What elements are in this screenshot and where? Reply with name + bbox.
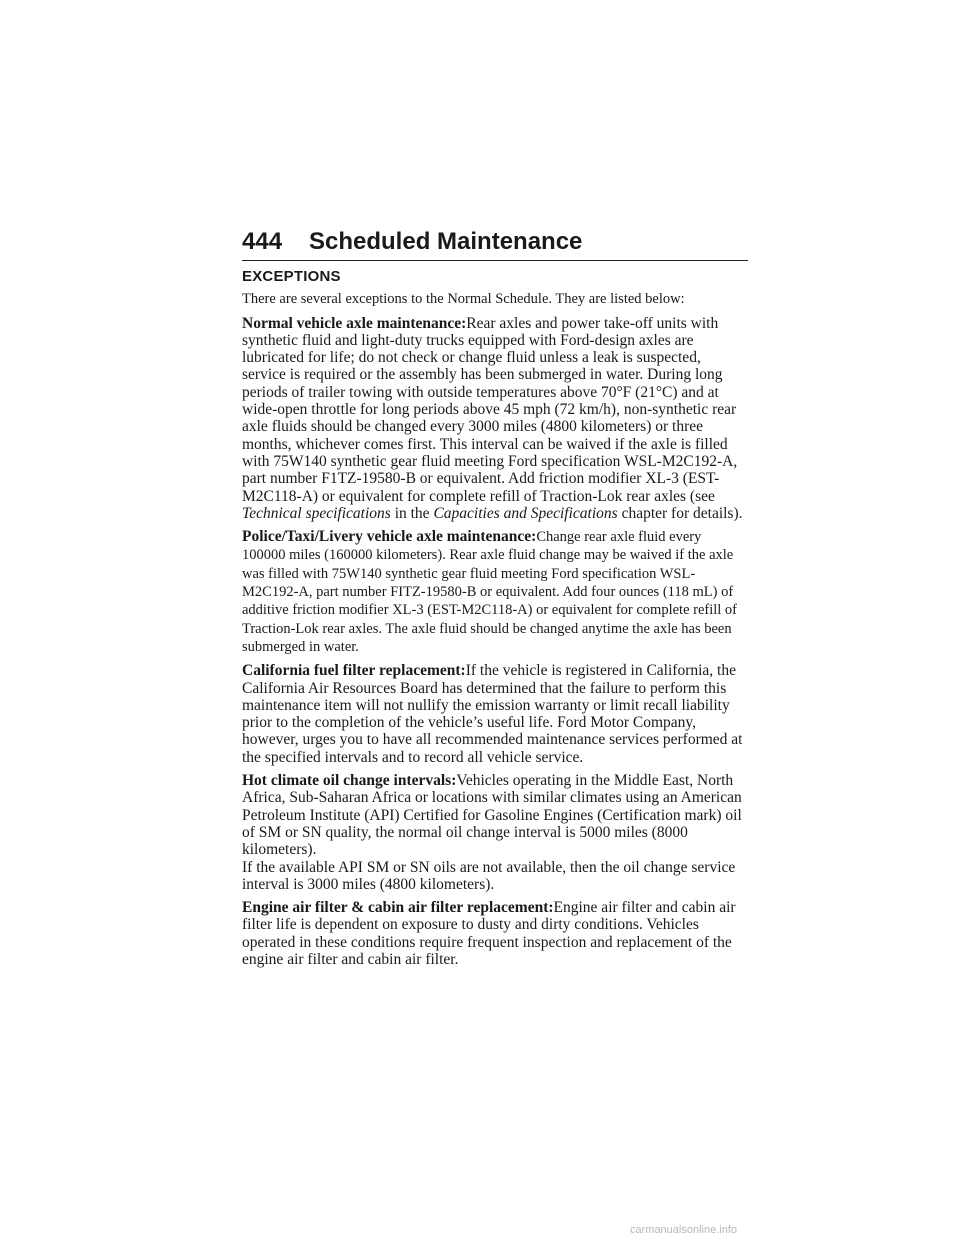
section-intro: There are several exceptions to the Normal Schedule. They are listed below: — [242, 291, 685, 308]
section-heading: EXCEPTIONS — [242, 268, 341, 285]
hot-climate-body: Vehicles operating in the Middle East, North Africa, Sub-Saharan Africa or locations with similar climates using an American Petroleum Institute (API) Certified for Gasoline Engines (Certification mark) oil of SM or SN quality, the normal oil change interval is 5000 miles (8000 kilometers). — [242, 772, 742, 859]
air-filter-paragraph — [242, 899, 748, 968]
hot-climate-title: Hot climate oil change intervals: — [242, 772, 457, 790]
hot-climate-paragraph — [242, 772, 748, 858]
axle-maintenance-title: Normal vehicle axle maintenance: — [242, 314, 467, 332]
chapter-title: Scheduled Maintenance — [309, 228, 583, 255]
air-filter-body: Engine air filter and cabin air filter life is dependent on exposure to dusty and dirty conditions. Vehicles operated in these conditions require frequent inspection and replacement of the engine air filter and cabin air filter. — [242, 899, 736, 968]
police-axle-body: Change rear axle fluid every 100000 miles (160000 kilometers). Rear axle fluid change may be waived if the axle was filled with 75W140 synthetic gear fluid meeting Ford specification WSL-M2C192-A, part number FITZ-19580-B or equivalent. Add four ounces (118 mL) of additive friction modifier XL-3 (EST-M2C118-A) or equivalent for complete refill of Traction-Lok rear axles. The axle fluid should be changed anytime the axle has been submerged in water. — [242, 529, 738, 655]
technical-specifications-reference: Technical specifications — [242, 504, 391, 522]
page-content — [242, 268, 748, 974]
air-filter-title: Engine air filter & cabin air filter replacement: — [242, 899, 554, 917]
page-header — [242, 226, 748, 261]
axle-maintenance-body-3: chapter for details). — [617, 504, 743, 522]
axle-maintenance-body-2: in the — [390, 504, 434, 522]
capacities-specifications-reference: Capacities and Specifications — [433, 504, 618, 522]
hot-climate-paragraph-2: If the available API SM or SN oils are not available, then the oil change service interval is 3000 miles (4800 kilometers). — [242, 858, 736, 893]
watermark: carmanualsonline.info — [630, 1224, 738, 1236]
axle-maintenance-body: Rear axles and power take-off units with synthetic fluid and light-duty trucks equipped with Ford-design axles are lubricated for life; do not check or change fluid unless a leak is suspected, service is required or the assembly has been submerged in water. During long periods of trailer towing with outside temperatures above 70°F (21°C) and at wide-open throttle for long periods above 45 mph (72 km/h), non-synthetic rear axle fluids should be changed every 3000 miles (4800 kilometers) or three months, whichever comes first. This interval can be waived if the axle is filled with 75W140 synthetic gear fluid meeting Ford specification WSL-M2C192-A, part number F1TZ-19580-B or equivalent. Add friction modifier XL-3 (EST-M2C118-A) or equivalent for complete refill of Traction-Lok rear axles (see — [242, 314, 738, 505]
california-filter-title: California fuel filter replacement: — [242, 662, 466, 680]
police-axle-paragraph — [242, 528, 748, 656]
axle-maintenance-paragraph — [242, 315, 748, 523]
california-filter-paragraph — [242, 662, 748, 766]
page-number: 444 — [242, 228, 283, 255]
police-axle-title: Police/Taxi/Livery vehicle axle maintenance: — [242, 528, 537, 546]
california-filter-body: If the vehicle is registered in California, the California Air Resources Board has determined that the failure to perform this maintenance item will not nullify the emission warranty or limit recall liability prior to the completion of the vehicle’s useful life. Ford Motor Company, however, urges you to have all recommended maintenance services performed at the specified intervals and to record all vehicle service. — [242, 662, 743, 766]
